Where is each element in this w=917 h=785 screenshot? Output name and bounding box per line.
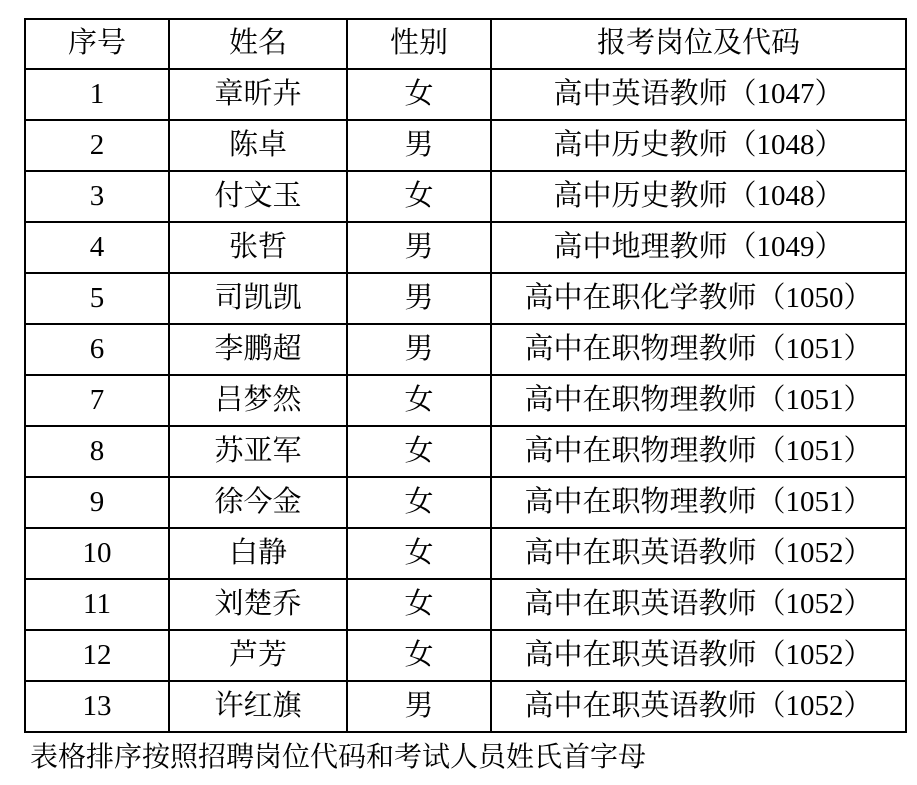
table-row — [25, 324, 906, 375]
cell-name: 陈卓 — [169, 120, 347, 171]
cell-gender: 女 — [347, 171, 491, 222]
cell-index: 9 — [25, 477, 169, 528]
table-row — [25, 528, 906, 579]
table-header-row — [25, 19, 906, 69]
table-row — [25, 426, 906, 477]
column-header-position: 报考岗位及代码 — [491, 19, 906, 69]
cell-gender: 女 — [347, 477, 491, 528]
cell-index: 5 — [25, 273, 169, 324]
cell-index: 11 — [25, 579, 169, 630]
cell-gender: 女 — [347, 579, 491, 630]
cell-gender: 女 — [347, 426, 491, 477]
table-row — [25, 579, 906, 630]
table-row — [25, 375, 906, 426]
cell-position: 高中历史教师（1048） — [491, 120, 906, 171]
cell-index: 3 — [25, 171, 169, 222]
cell-gender: 男 — [347, 324, 491, 375]
cell-name: 付文玉 — [169, 171, 347, 222]
cell-name: 李鹏超 — [169, 324, 347, 375]
cell-name: 许红旗 — [169, 681, 347, 732]
cell-gender: 女 — [347, 630, 491, 681]
cell-index: 2 — [25, 120, 169, 171]
cell-position: 高中在职英语教师（1052） — [491, 528, 906, 579]
cell-index: 4 — [25, 222, 169, 273]
column-header-name: 姓名 — [169, 19, 347, 69]
table-row — [25, 630, 906, 681]
table-row — [25, 69, 906, 120]
cell-name: 章昕卉 — [169, 69, 347, 120]
cell-name: 芦芳 — [169, 630, 347, 681]
cell-position: 高中在职物理教师（1051） — [491, 324, 906, 375]
table-row — [25, 477, 906, 528]
cell-position: 高中在职化学教师（1050） — [491, 273, 906, 324]
cell-name: 白静 — [169, 528, 347, 579]
cell-index: 12 — [25, 630, 169, 681]
cell-name: 吕梦然 — [169, 375, 347, 426]
table-row — [25, 273, 906, 324]
column-header-gender: 性别 — [347, 19, 491, 69]
table-row — [25, 171, 906, 222]
column-header-index: 序号 — [25, 19, 169, 69]
cell-position: 高中在职英语教师（1052） — [491, 579, 906, 630]
cell-gender: 男 — [347, 120, 491, 171]
sort-order-note: 表格排序按照招聘岗位代码和考试人员姓氏首字母 — [30, 742, 647, 773]
cell-gender: 男 — [347, 681, 491, 732]
cell-index: 13 — [25, 681, 169, 732]
cell-position: 高中在职英语教师（1052） — [491, 681, 906, 732]
table-row — [25, 681, 906, 732]
cell-index: 10 — [25, 528, 169, 579]
cell-position: 高中英语教师（1047） — [491, 69, 906, 120]
cell-name: 苏亚军 — [169, 426, 347, 477]
cell-gender: 女 — [347, 528, 491, 579]
table-row — [25, 222, 906, 273]
cell-index: 6 — [25, 324, 169, 375]
cell-index: 1 — [25, 69, 169, 120]
cell-position: 高中地理教师（1049） — [491, 222, 906, 273]
cell-position: 高中在职物理教师（1051） — [491, 426, 906, 477]
cell-gender: 男 — [347, 273, 491, 324]
cell-name: 张哲 — [169, 222, 347, 273]
cell-name: 徐今金 — [169, 477, 347, 528]
cell-index: 7 — [25, 375, 169, 426]
cell-position: 高中历史教师（1048） — [491, 171, 906, 222]
cell-position: 高中在职英语教师（1052） — [491, 630, 906, 681]
applicants-table — [24, 18, 907, 733]
cell-position: 高中在职物理教师（1051） — [491, 375, 906, 426]
cell-gender: 女 — [347, 375, 491, 426]
cell-index: 8 — [25, 426, 169, 477]
cell-gender: 女 — [347, 69, 491, 120]
table-row — [25, 120, 906, 171]
cell-name: 刘楚乔 — [169, 579, 347, 630]
cell-name: 司凯凯 — [169, 273, 347, 324]
cell-gender: 男 — [347, 222, 491, 273]
cell-position: 高中在职物理教师（1051） — [491, 477, 906, 528]
